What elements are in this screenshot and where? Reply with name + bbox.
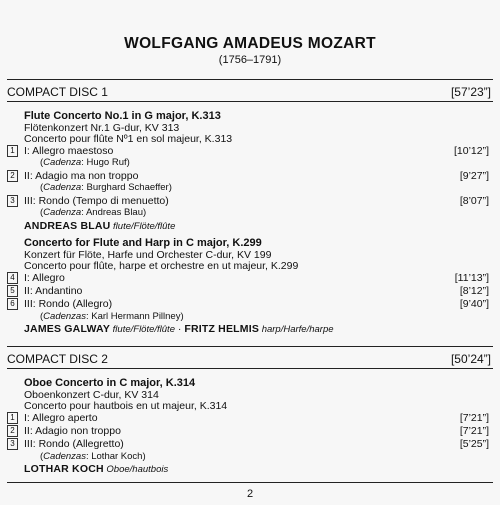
track-number: 2 xyxy=(7,425,18,437)
performer-credit: LOTHAR KOCH Oboe/hautbois xyxy=(24,463,169,475)
track-title: I: Allegro aperto xyxy=(24,412,98,424)
track-duration: [9’40”] xyxy=(459,298,489,310)
composer-dates: (1756–1791) xyxy=(218,54,282,66)
track-duration: [7’21”] xyxy=(459,425,489,437)
track-number: 2 xyxy=(7,170,18,182)
disc2-duration: [50’24”] xyxy=(450,352,491,366)
disc2-label: COMPACT DISC 2 xyxy=(7,352,108,366)
disc1-header xyxy=(7,85,493,99)
track-title: I: Allegro maestoso xyxy=(24,145,114,157)
track-title: II: Adagio non troppo xyxy=(24,425,121,437)
track-duration: [11’13”] xyxy=(454,272,489,284)
track-number: 6 xyxy=(7,298,18,310)
disc1-duration: [57’23”] xyxy=(450,85,491,99)
track-number: 4 xyxy=(7,272,18,284)
performer-credit: JAMES GALWAY flute/Flöte/flûte · FRITZ HELMIS harp/Harfe/harpe xyxy=(24,323,334,335)
cadenza-note: (Cadenzas: Lothar Koch) xyxy=(40,451,146,462)
cadenza-note: (Cadenza: Andreas Blau) xyxy=(40,207,147,218)
track-title: III: Rondo (Allegretto) xyxy=(24,438,124,450)
work-title-german: Oboenkonzert C-dur, KV 314 xyxy=(24,389,159,401)
track-number: 3 xyxy=(7,438,18,450)
track-duration: [8’07”] xyxy=(459,195,489,207)
cadenza-note: (Cadenza: Burghard Schaeffer) xyxy=(40,182,172,193)
work-title-oboe-concerto: Oboe Concerto in C major, K.314 xyxy=(24,377,196,389)
track-title: III: Rondo (Tempo di menuetto) xyxy=(24,195,169,207)
cadenza-note: (Cadenzas: Karl Hermann Pillney) xyxy=(40,311,184,322)
disc2-header xyxy=(7,352,493,366)
track-duration: [10’12”] xyxy=(453,145,489,157)
work-title-german: Konzert für Flöte, Harfe und Orchester C-dur, KV 199 xyxy=(24,249,272,261)
track-number: 3 xyxy=(7,195,18,207)
work-title-french: Concerto pour flûte Nº1 en sol majeur, K.313 xyxy=(24,133,233,145)
work-title-french: Concerto pour hautbois en ut majeur, K.314 xyxy=(24,400,228,412)
track-title: I: Allegro xyxy=(24,272,65,284)
performer-credit: ANDREAS BLAU flute/Flöte/flûte xyxy=(24,220,176,232)
track-title: II: Andantino xyxy=(24,285,83,297)
track-duration: [9’27”] xyxy=(459,170,489,182)
track-title: II: Adagio ma non troppo xyxy=(24,170,139,182)
track-duration: [8’12”] xyxy=(459,285,489,297)
track-number: 5 xyxy=(7,285,18,297)
page-number: 2 xyxy=(246,488,254,500)
cadenza-note: (Cadenza: Hugo Ruf) xyxy=(40,157,130,168)
work-title-flute-harp-concerto: Concerto for Flute and Harp in C major, K.299 xyxy=(24,237,262,249)
track-title: III: Rondo (Allegro) xyxy=(24,298,113,310)
work-title-german: Flötenkonzert Nr.1 G-dur, KV 313 xyxy=(24,122,180,134)
composer-heading: WOLFGANG AMADEUS MOZART xyxy=(124,35,376,52)
disc1-label: COMPACT DISC 1 xyxy=(7,85,108,99)
work-title-french: Concerto pour flûte, harpe et orchestre en ut majeur, K.299 xyxy=(24,260,299,272)
track-number: 1 xyxy=(7,412,18,424)
footer-rule xyxy=(7,482,493,483)
track-duration: [7’21”] xyxy=(459,412,489,424)
track-duration: [5’25”] xyxy=(459,438,489,450)
work-title-flute-concerto: Flute Concerto No.1 in G major, K.313 xyxy=(24,110,221,122)
track-number: 1 xyxy=(7,145,18,157)
